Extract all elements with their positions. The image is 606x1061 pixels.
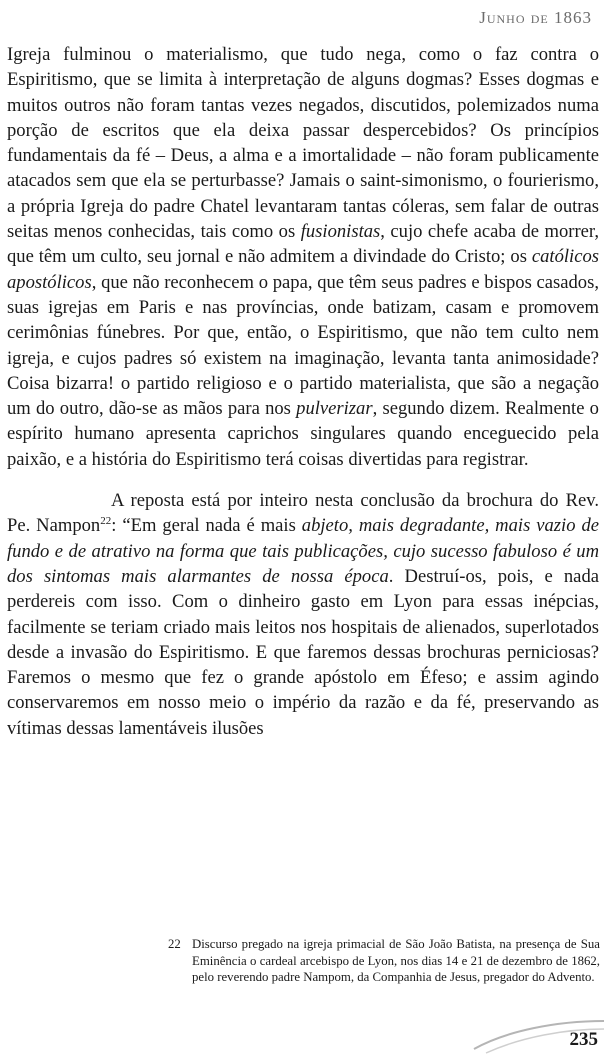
text-segment: . Destruí-os, pois, e nada perdereis com isso. Com o dinheiro gasto em Lyon para essas inépcias, facilmente se teriam criado mais leitos nos hospitais de alienados, superlotados desde a invasão do Espiritismo. E que faremos dessas brochuras perniciosas? Faremos o mesmo que fez o grande apóstolo em Éfeso; e assim agindo conservaremos em nosso meio o império da razão e da fé, preservando as vítimas dessas lamentáveis ilusões bbox=[7, 565, 599, 739]
text-segment: Igreja fulminou o materialismo, que tudo nega, como o faz contra o Espiritismo, que se limita à interpretação de alguns dogmas? Esses dogmas e muitos outros não foram tantas vezes negados, discutidos, polemizados numa porção de escritos que ela deixa passar despercebidos? Os princípios fundamentais da fé – Deus, a alma e a imortalidade – não foram publicamente atacados sem que ela se perturbasse? Jamais o saint-simonismo, o fourierismo, a própria Igreja do padre Chatel levantaram tantas cóleras, sem falar de outras seitas menos conhecidas, tais como os bbox=[7, 44, 599, 243]
text-segment: , cujo chefe acaba de morrer, que têm um culto, seu jornal e não admitem a divindade do Cristo; os bbox=[7, 221, 599, 268]
running-header: Junho de 1863 bbox=[479, 8, 592, 27]
text-segment: , que não reconhecem o papa, que têm seus padres e bispos casados, suas igrejas em Paris e nas províncias, onde batizam, casam e promovem cerimônias fúnebres. Por que, então, o Espiritismo, que não tem culto nem igreja, e cujos padres só existem na imaginação, levanta tanta animosidade? Coisa bizarra! o partido religioso e o partido materialista, que são a negação um do outro, dão-se as mãos para nos bbox=[7, 271, 599, 420]
footnote bbox=[168, 936, 600, 986]
italic-term: fusionistas bbox=[300, 221, 381, 243]
italic-quote: abjeto, mais degradante, mais vazio de fundo e de atrativo na forma que tais publicações, cujo sucesso fabuloso é um dos sintomas mais alarmantes de nossa época bbox=[7, 515, 599, 587]
text-segment: A reposta está por inteiro nesta conclusão da brochura do Rev. Pe. Nampon bbox=[7, 490, 599, 537]
text-segment: , segundo dizem. Realmente o espírito humano apresenta caprichos singulares quando enceguecido pela paixão, e a história do Espiritismo terá coisas divertidas para registrar. bbox=[7, 398, 599, 470]
footnote-text: Discurso pregado na igreja primacial de São João Batista, na presença de Sua Eminência o cardeal arcebispo de Lyon, nos dias 14 e 21 de dezembro de 1862, pelo reverendo padre Nampom, da Companhia de Jesus, pregador do Advento. bbox=[192, 937, 600, 984]
footnote-reference[interactable]: 22 bbox=[100, 515, 112, 528]
page-number: 235 bbox=[569, 1029, 598, 1050]
italic-term: pulverizar bbox=[296, 398, 373, 420]
italic-term: católicos apostólicos bbox=[7, 246, 599, 293]
paragraph-1 bbox=[7, 42, 599, 472]
text-segment: : “Em geral nada é mais bbox=[111, 515, 302, 537]
paragraph-2 bbox=[7, 488, 599, 741]
body-text bbox=[7, 42, 599, 741]
footnote-number: 22 bbox=[168, 937, 181, 951]
